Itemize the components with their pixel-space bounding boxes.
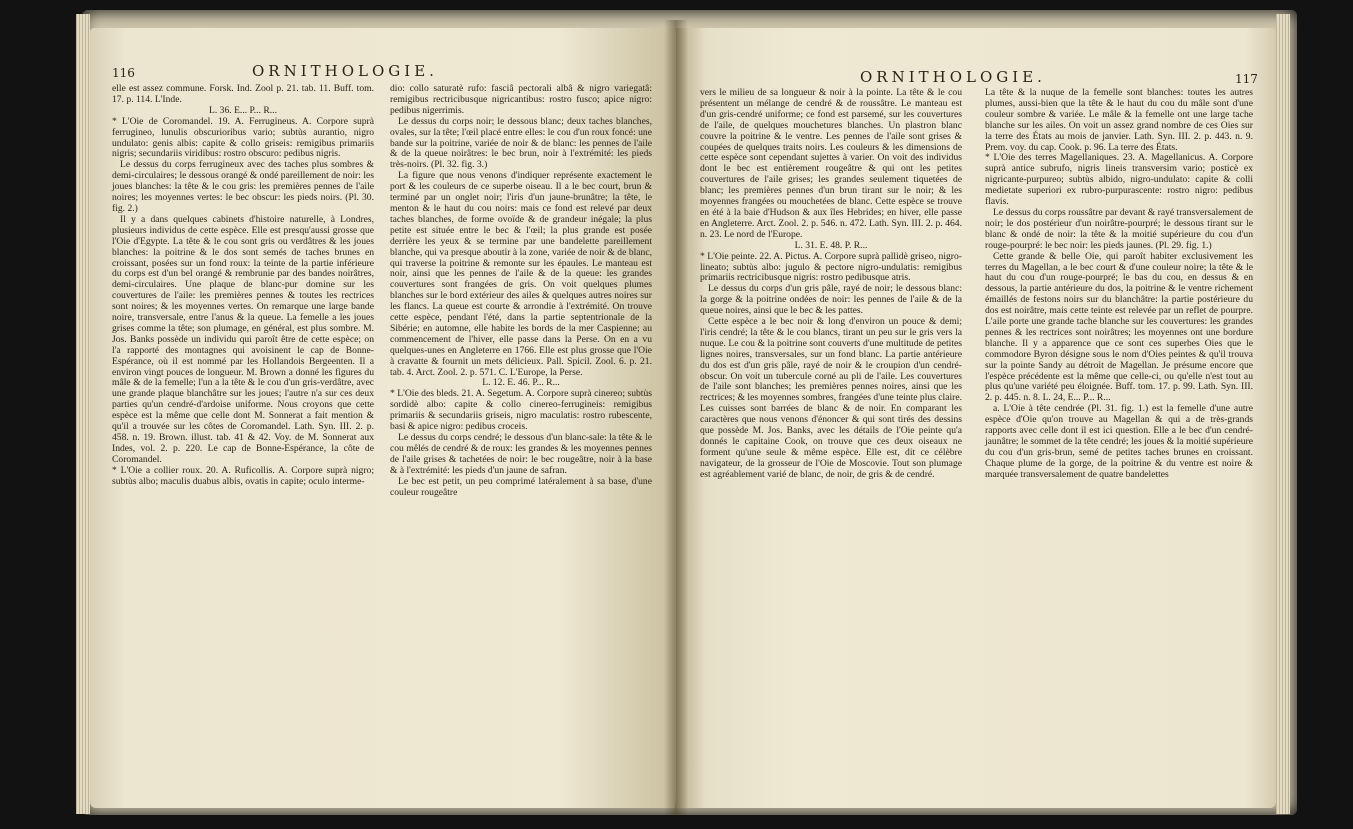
paragraph: Il y a dans quelques cabinets d'histoire naturelle, à Londres, plusieurs individus de cette espèce. Elle est presqu'aussi grosse que l'Oie d'Egypte. La tête & le cou sont gris ou verdâtres & les joues blanches: la poitrine & le dos sont semés de taches brunes en croissant, posées sur un fond roux: la teinte de la partie inférieure du corps est d'un bel orangé & rembrunie par des bandes noirâtres, demi-circulaires. Une plaque de blanc-pur domine sur les couvertures de l'aile: les premières pennes & toutes les rectrices sont noires; & les moyennes vertes. On remarque une large bande noire, transversale, entre l'anus & la queue. La femelle a les joues grises comme la tête; son plumage, en général, est plus sombre. M. Jos. Banks possède un individu qui paroît être de cette espèce; on l'a rapporté des montagnes qui avoisinent le cap de Bonne-Espérance, où il est nommé par les Hollandois Bergeenten. Il a environ vingt pouces de longueur. M. Brown a donné les figures du mâle & de la femelle; l'un a la tête & le cou d'un gris-verdâtre, avec une grande plaque blanchâtre sur les joues; l'autre n'a sur ces deux parties qu'un cendré-d'ardoise uniforme. Nous croyons que cette espèce est la même que celle dont M. Sonnerat a fait mention & qu'il a trouvée sur les côtes de Coromandel. Lath. Syn. III. 2. p. 458. n. 19. Brown. illust. tab. 41 & 42. Voy. de M. Sonnerat aux Indes, vol. 2. p. 220. Le cap de Bonne-Espérance, la côte de Coromandel. [112, 213, 374, 465]
species-heading: * L'Oie de Coromandel. 19. A. Ferrugineus. A. Corpore suprà ferrugineo, lunulis obscurioribus vario; subtùs aurantio, nigro undulato: genis albis: capite & collo griseis: remigibus primariis nigris; secundariis viridibus: rostro obscuro: pedibus nigris. [112, 115, 374, 160]
right-column-1 [700, 88, 962, 800]
left-running-head: ORNITHOLOGIE. [252, 62, 438, 80]
right-page-number: 117 [1235, 72, 1258, 86]
species-heading: * L'Oie a collier roux. 20. A. Ruficollis. A. Corpore suprà nigro; subtùs albo; maculis duabus albis, ovatis in capite; oculo interme- [112, 464, 374, 487]
species-heading: * L'Oie peinte. 22. A. Pictus. A. Corpore suprà pallidè griseo, nigro-lineato; subtùs albo: jugulo & pectore nigro-undulatis: remigibus primariis rectricibusque nigris: rostro pedibusque atris. [700, 250, 962, 284]
paragraph: a. L'Oie à tête cendrée (Pl. 31. fig. 1.) est la femelle d'une autre espèce d'Oie qu'on trouve au Magellan & qui a de très-grands rapports avec celle dont il est ici question. Elle a le bec d'un cendré-jaunâtre; le sommet de la tête cendré; les joues & la moitié supérieure du cou d'un gris-brun, semé de petites taches brunes en croissant. Chaque plume de la gorge, de la poitrine & du ventre est noire & marquée transversalement de quatre bandelettes [985, 403, 1253, 480]
measure-line: L. 36. E... P... R... [209, 104, 277, 116]
species-heading: * L'Oie des bleds. 21. A. Segetum. A. Corpore suprà cinereo; subtùs sordidè albo: capite & collo cinereo-ferrugineis: remigibus primariis & secundariis griseis, nigro maculatis: rostro rubescente, basi & apice nigro: pedibus croceis. [390, 388, 652, 433]
paragraph: Cette espèce a le bec noir & long d'environ un pouce & demi; l'iris cendré; la tête & le cou blancs, tirant un peu sur le gris vers la nuque. Le cou & la poitrine sont couverts d'une multitude de petites lignes noires, transversales, sur un fond blanc. La partie antérieure du dos est d'un gris pâle, rayé de noir & le croupion d'un cendré-obscur. On voit un tubercule corné au pli de l'aile. Les couvertures de l'aile sont blanches; les premières pennes noires, ainsi que les rectrices; & les moyennes sombres, frangées d'une teinte plus claire. Les cuisses sont barrées de blanc & de noir. En comparant les caractères que nous venons d'énoncer & qui sont tirés des dessins que possède M. Jos. Banks, avec les détails de l'Oie peinte qu'a donnés le capitaine Cook, on trouve que ces deux oiseaux ne forment qu'une seule & même espèce. Elle est, dit ce célèbre navigateur, de la grosseur de l'Oie de Moscovie. Tout son plumage est agréablement varié de blanc, de noir, de gris & de cendré. [700, 316, 963, 480]
measure-line: L. 12. E. 46. P... R... [482, 377, 560, 389]
species-heading: * L'Oie des terres Magellaniques. 23. A. Magellanicus. A. Corpore suprà antice subrufo, nigris lineis transversim vario; posticè ex nigricante-purpureo; subtùs albido, nigro-undulato: capite & colli medietate superiori ex rubro-purpurascente: rostro nigro: pedibus flavis. [985, 152, 1253, 208]
left-column-1 [112, 84, 374, 796]
paragraph: Cette grande & belle Oie, qui paroît habiter exclusivement les terres du Magellan, a le bec court & d'une couleur noire; la tête & le haut du cou d'un rouge-pourpré; le bas du cou, en dessus & en dessous, la partie antérieure du dos, la poitrine & le ventre richement émaillés de festons noirs sur du blanchâtre: la partie postérieure du dos est noirâtre, mais cette teinte est relevée par un reflet de pourpre. L'aile porte une grande tache blanche sur les couvertures: les grandes pennes & les rectrices sont noirâtres; les moyennes ont une bordure blanche. Il y a apparence que ce sont ces superbes Oies que le commodore Byron désigne sous le nom d'Oies peintes & qu'il trouva sur la pointe Sandy au détroit de Magellan. Je présume encore que l'espèce précédente est la même que celle-ci, ou qu'elle n'est tout au plus qu'une variété peu éloignée. Buff. tom. 17. p. 99. Lath. Syn. III. 2. p. 445. n. 8. L. 24, E... P... R... [985, 250, 1253, 404]
paragraph: vers le milieu de sa longueur & noir à la pointe. La tête & le cou présentent un mélange de cendré & de roussâtre. Le manteau est d'un gris-cendré uniforme; ce fond est parsemé, sur les couvertures de l'aile, de quelques mouchetures blanches. Un plastron blanc couvre la poitrine & le ventre. Les pennes de l'aile sont grises & coupées de quelques traits noirs. Les couleurs & les dimensions de cette espèce sont cependant sujettes à varier. On voit des individus dont le bec est entièrement rougeâtre & qui ont les petites couvertures de l'aile grises; les grandes seulement tiquetées de blanc; les premières pennes d'un brun tirant sur le noir; & les moyennes frangées ou mouchetées de blanc. Cette espèce se trouve en été à la baie d'Hudson & aux îles Hebrides; en hiver, elle passe en Angleterre. Arct. Zool. 2. p. 546. n. 472. Lath. Syn. III. 2. p. 464. n. 23. Le nord de l'Europe. [700, 87, 962, 240]
paragraph: Le dessus du corps roussâtre par devant & rayé transversalement de noir; le dos postérieur d'un noirâtre-pourpré; le dessous tirant sur le blanc & ondé de noir: la tête & la moitié supérieure du cou d'un rouge-pourpré: le bec noir: les pieds jaunes. (Pl. 29. fig. 1.) [985, 206, 1254, 251]
paragraph: Le dessus du corps ferrugineux avec des taches plus sombres & demi-circulaires; le dessous orangé & ondé pareillement de noir: les joues blanches: la tête & le cou gris: les premières pennes de l'aile noires; les moyennes vertes: le bec obscur: les pieds noirs. (Pl. 30. fig. 2.) [112, 159, 374, 214]
right-running-head: ORNITHOLOGIE. [860, 68, 1046, 86]
paragraph: Le dessus du corps d'un gris pâle, rayé de noir; le dessous blanc: la gorge & la poitrine ondées de noir: les pennes de l'aile & de la queue noires, ainsi que le bec & les pattes. [700, 283, 962, 317]
paragraph: Le bec est petit, un peu comprimé latéralement à sa base, d'une couleur rougeâtre [390, 475, 652, 498]
measure-line: L. 31. E. 48. P. R... [794, 239, 868, 251]
left-column-2 [390, 84, 652, 796]
right-column-2 [985, 88, 1253, 800]
book-gutter [664, 20, 688, 815]
paragraph: Le dessus du corps cendré; le dessous d'un blanc-sale: la tête & le cou mêlés de cendré & de roux: les grandes & les moyennes pennes de l'aile grises & tachetées de noir: le bec rougeâtre, noir à la base & à l'extrémité: les pieds d'un jaune de safran. [390, 432, 652, 476]
paragraph: dio: collo saturatè rufo: fasciâ pectorali albâ & nigro variegatâ: remigibus rectricibusque nigricantibus: rostro fusco; apice nigro: pedibus nigerrimis. [390, 83, 652, 116]
left-page-edges [76, 14, 90, 814]
right-page-edges [1276, 14, 1290, 814]
paragraph: elle est assez commune. Forsk. Ind. Zool p. 21. tab. 11. Buff. tom. 17. p. 114. L'Inde. [112, 83, 374, 105]
paragraph: Le dessus du corps noir; le dessous blanc; deux taches blanches, ovales, sur la tête; l'œil placé entre elles: le cou d'un roux foncé: une bande sur la poitrine, variée de noir & de blanc: les pennes de l'aile & de la queue noirâtres: le bec brun, noir à l'extrémité: les pieds très-noirs. (Pl. 32. fig. 3.) [390, 115, 652, 171]
left-page-number: 116 [112, 66, 135, 80]
paragraph: La tête & la nuque de la femelle sont blanches: toutes les autres plumes, aussi-bien que la tête & le haut du cou du mâle sont d'une couleur sombre & variée. Le mâle & la femelle ont une large tache blanche sur les ailes. On voit un assez grand nombre de ces Oies sur la terre des États au mois de janvier. Lath. Syn. III. 2. p. 443. n. 9. Prem. voy. du cap. Cook. p. 96. La terre des États. [985, 87, 1253, 153]
paragraph: La figure que nous venons d'indiquer représente exactement le port & les couleurs de ce superbe oiseau. Il a le bec court, brun & terminé par un onglet noir; l'iris d'un jaune-brunâtre; la tête, le menton & le haut du cou noirs: mais ce fond est relevé par deux taches blanches, de forme ovoïde & de grandeur inégale; la plus petite est située entre le bec & l'œil; la plus grande est posée derrière les yeux & se termine par une bandelette pareillement blanche, qui va presque aboutir à la zone, variée de noir & de blanc, qui traverse la poitrine & remonte sur les épaules. Le manteau est noir, ainsi que les pennes de l'aile & de la queue: les grandes couvertures sont frangées de gris. On voit quelques plumes blanches sur le bord extérieur des ailes & quelques autres noires sur les flancs. La queue est courte & arrondie à l'extrémité. On trouve cette espèce, pendant l'été, dans la partie septentrionale de la Sibérie; en automne, elle habite les bords de la mer Caspienne; au commencement de l'hiver, elle passe dans la Perse. On en a vu quelques-unes en Angleterre en 1766. Elle est plus grosse que l'Oie à cravatte & fournit un mets délicieux. Pall. Spicil. Zool. 6. p. 21. tab. 4. Arct. Zool. 2. p. 571. C. L'Europe, la Perse. [390, 170, 652, 378]
